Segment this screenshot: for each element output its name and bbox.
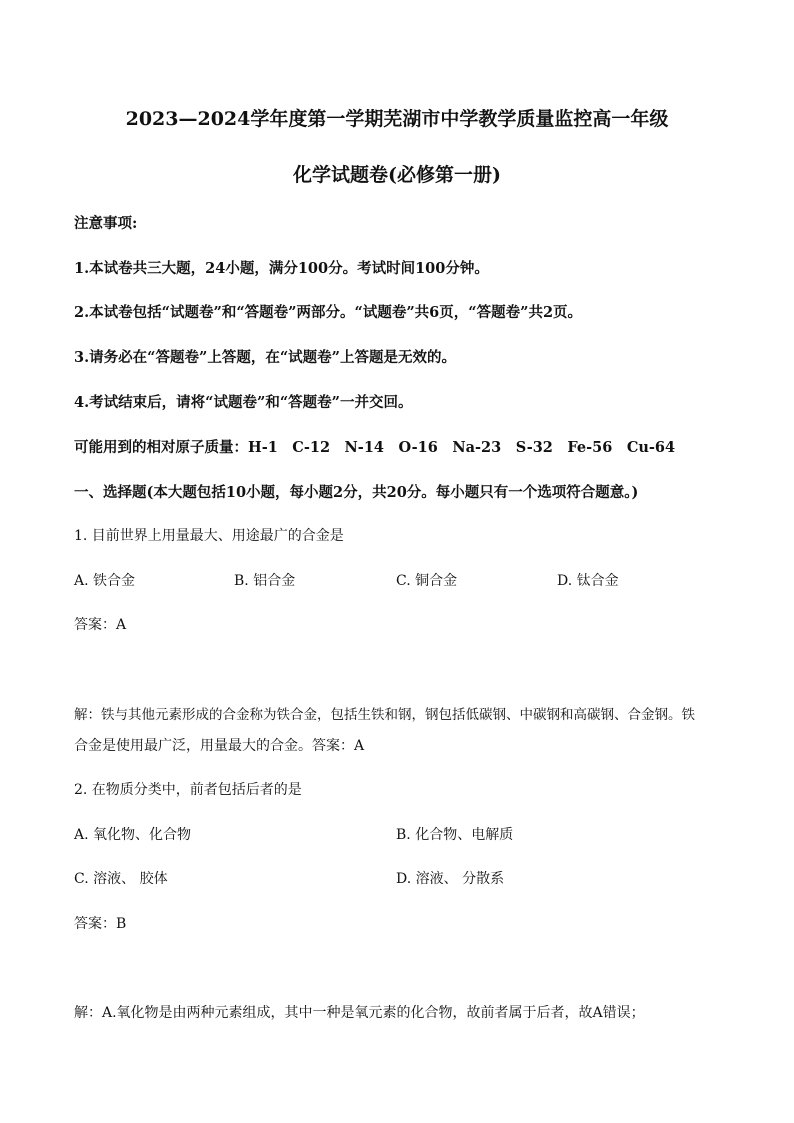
question-1-option-b: B. 铝合金 [234, 573, 296, 589]
question-2-option-d: D. 溶液、 分散系 [396, 871, 505, 887]
section-heading: 一、选择题(本大题包括10小题，每小题2分，共20分。每小题只有一个选项符合题意。) [74, 484, 639, 501]
note-item-2: 2.本试卷包括“试题卷”和“答题卷”两部分。“试题卷”共6页，“答题卷”共2页。 [74, 304, 583, 321]
page-title-line2: 化学试题卷(必修第一册) [293, 164, 501, 186]
question-1-explanation-line1: 解：铁与其他元素形成的合金称为铁合金，包括生铁和钢，钢包括低碳钢、中碳钢和高碳钢、合金钢。铁 [74, 707, 695, 723]
question-2-option-c: C. 溶液、 胶体 [74, 871, 168, 887]
note-item-4: 4.考试结束后，请将“试题卷”和“答题卷”一并交回。 [74, 394, 413, 411]
question-1-option-d: D. 钛合金 [557, 573, 619, 589]
question-1-stem: 1. 目前世界上用量最大、用途最广的合金是 [74, 528, 344, 544]
question-2-option-b: B. 化合物、电解质 [396, 827, 514, 843]
notes-heading: 注意事项: [74, 215, 138, 232]
page-title-line1: 2023—2024学年度第一学期芜湖市中学教学质量监控高一年级 [125, 108, 669, 130]
note-item-3: 3.请务必在“答题卷”上答题，在“试题卷”上答题是无效的。 [74, 349, 456, 366]
question-2-option-a: A. 氧化物、化合物 [74, 827, 192, 843]
question-1-explanation-line2: 合金是使用最广泛，用量最大的合金。答案：A [74, 738, 365, 754]
note-item-1: 1.本试卷共三大题，24小题，满分100分。考试时间100分钟。 [74, 260, 489, 277]
question-1-answer: 答案：A [74, 617, 127, 633]
question-1-option-a: A. 铁合金 [74, 573, 136, 589]
question-1-option-c: C. 铜合金 [396, 573, 458, 589]
question-2-stem: 2. 在物质分类中，前者包括后者的是 [74, 782, 302, 798]
atomic-masses: 可能用到的相对原子质量：H-1 C-12 N-14 O-16 Na-23 S-32 Fe-56 Cu-64 [74, 439, 676, 456]
question-2-explanation-line1: 解：A.氧化物是由两种元素组成，其中一种是氧元素的化合物，故前者属于后者，故A错误； [74, 1005, 645, 1021]
question-2-answer: 答案：B [74, 916, 127, 932]
